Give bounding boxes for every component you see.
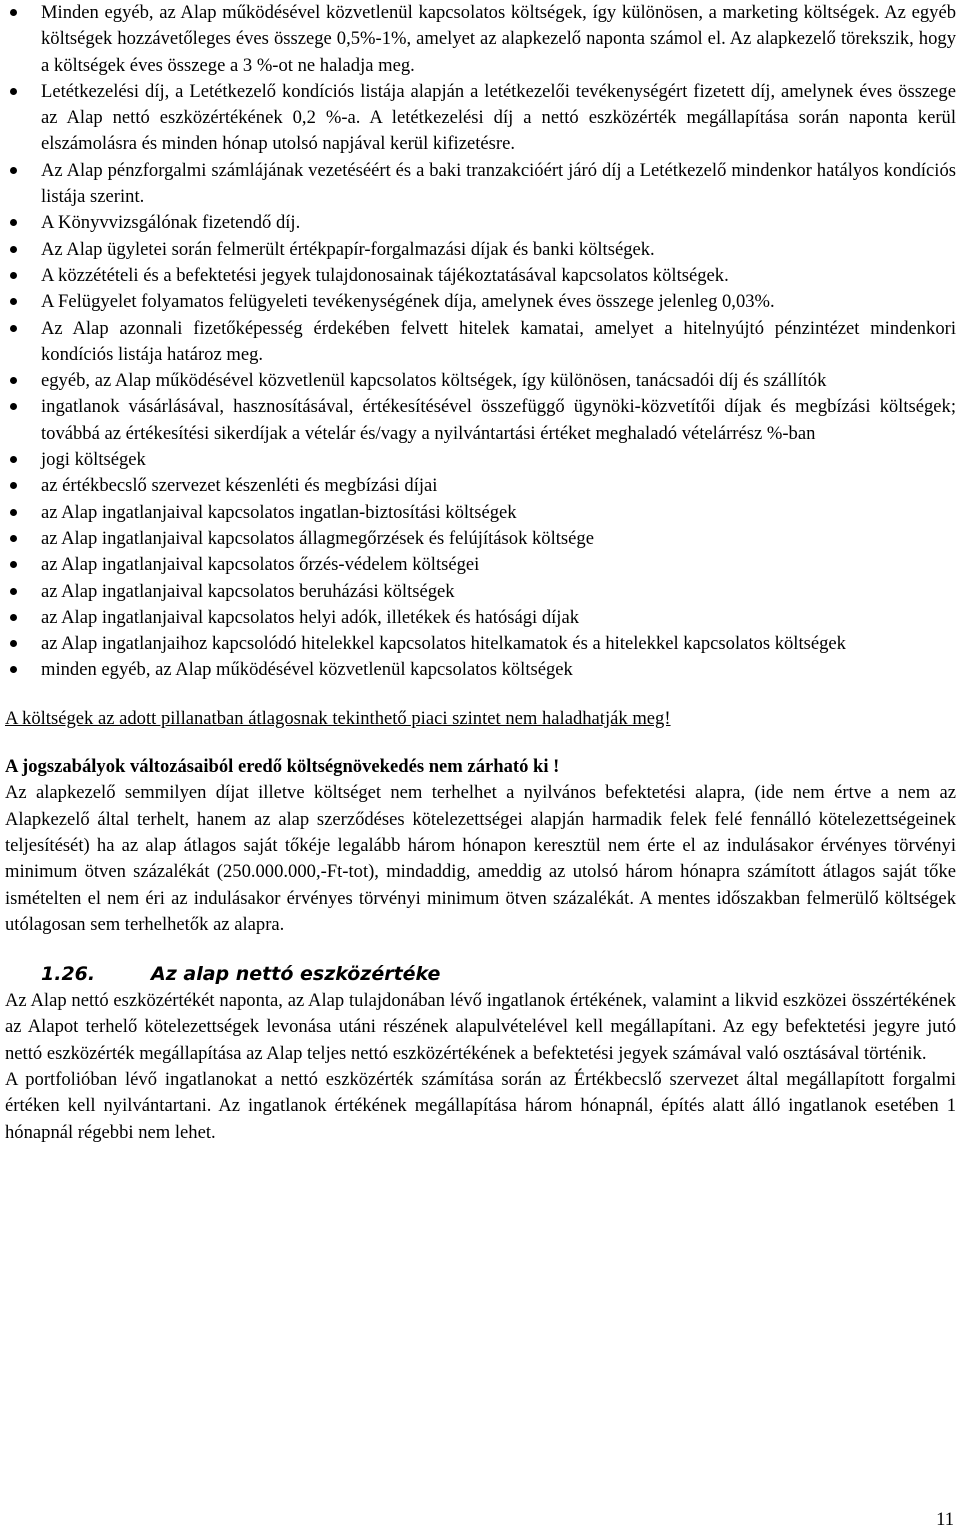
page-number: 11: [936, 1509, 954, 1530]
list-item: az Alap ingatlanjaival kapcsolatos ingatlan-biztosítási költségek: [5, 500, 956, 526]
cost-limit-notice: A költségek az adott pillanatban átlagosnak tekinthető piaci szintet nem haladhatják meg!: [5, 707, 671, 729]
list-item: Az Alap azonnali fizetőképesség érdekében felvett hitelek kamatai, amelyet a hitelnyújtó pénzintézet mindenkori kondíciós listája határoz meg.: [5, 316, 956, 369]
legal-change-notice: A jogszabályok változásaiból eredő költségnövekedés nem zárható ki !: [5, 756, 560, 778]
cost-restriction-paragraph: Az alapkezelő semmilyen díjat illetve költséget nem terhelhet a nyilvános befektetési alapra, (ide nem értve a nem az Alapkezelő által terhelt, hanem az alap szerződéses kötelezettségei alapján harmadik felek felé fennálló kötelezettségeinek teljesítését) ha az alap átlagos saját tőkéje legalább három hónapon keresztül nem érte el az indulásakor érvényes törvényi minimum ötven százalékát (250.000.000,-Ft-tot), mindaddig, ameddig az utolsó három hónapra számított átlagos saját tőke ismételten el nem éri az indulásakor érvényes törvényi minimum ötven százalékát. A mentes időszakban felmerülő költségek utólagosan sem terhelhetők az alapra.: [5, 782, 956, 935]
list-item: A közzétételi és a befektetési jegyek tulajdonosainak tájékoztatásával kapcsolatos költségek.: [5, 263, 956, 289]
nav-paragraph-2: A portfolióban lévő ingatlanokat a nettó eszközérték számítása során az Értékbecslő szervezet által megállapított forgalmi értéken kell nyilvántartani. Az ingatlanok értékének megállapítása három hónapnál, építés alatt álló ingatlanok esetében 1 hónapnál régebbi nem lehet.: [5, 1068, 956, 1143]
list-item: az Alap ingatlanjaival kapcsolatos őrzés-védelem költségei: [5, 552, 956, 578]
list-item: A Könyvvizsgálónak fizetendő díj.: [5, 210, 956, 236]
list-item: ingatlanok vásárlásával, hasznosításával, értékesítésével összefüggő ügynöki-közvetítői díjak és megbízási költségek; továbbá az értékesítési sikerdíjak a vételár és/vagy a nyilvántartási értéket meghaladó vételárrész %-ban: [5, 394, 956, 447]
list-item: egyéb, az Alap működésével közvetlenül kapcsolatos költségek, így különösen, tanácsadói díj és szállítók: [5, 368, 956, 394]
list-item: Az Alap pénzforgalmi számlájának vezetéséért és a baki tranzakcióért járó díj a Letétkezelő mindenkor hatályos kondíciós listája szerint.: [5, 158, 956, 211]
cost-list-property: [5, 368, 956, 684]
list-item: minden egyéb, az Alap működésével közvetlenül kapcsolatos költségek: [5, 657, 956, 683]
section-title: Az alap nettó eszközértéke: [151, 963, 441, 986]
list-item: az Alap ingatlanjaival kapcsolatos beruházási költségek: [5, 579, 956, 605]
list-item: az Alap ingatlanjaival kapcsolatos állagmegőrzések és felújítások költsége: [5, 526, 956, 552]
list-item: Az Alap ügyletei során felmerült értékpapír-forgalmazási díjak és banki költségek.: [5, 237, 956, 263]
list-item: az értékbecslő szervezet készenléti és megbízási díjai: [5, 473, 956, 499]
cost-list-general: [5, 0, 956, 368]
section-number: 1.26.: [41, 963, 96, 986]
list-item: az Alap ingatlanjaihoz kapcsolódó hitelekkel kapcsolatos hitelkamatok és a hitelekkel kapcsolatos költségek: [5, 631, 956, 657]
list-item: A Felügyelet folyamatos felügyeleti tevékenységének díja, amelynek éves összege jelenleg 0,03%.: [5, 289, 956, 315]
list-item: Minden egyéb, az Alap működésével közvetlenül kapcsolatos költségek, így különösen, a marketing költségek. Az egyéb költségek hozzávetőleges éves összege 0,5%-1%, amelyet az alapkezelő naponta számol el. Az alapkezelő törekszik, hogy a költségek éves összege a 3 %-ot ne haladja meg.: [5, 0, 956, 79]
list-item: Letétkezelési díj, a Letétkezelő kondíciós listája alapján a letétkezelői tevékenységért fizetett díj, amelynek éves összege az Alap nettó eszközértékének 0,2 %-a. A letétkezelési díj a nettó eszközérték megállapítása során naponta kerül elszámolásra és minden hónap utolsó napjával kerül kifizetésre.: [5, 79, 956, 158]
section-heading: [5, 960, 956, 988]
list-item: jogi költségek: [5, 447, 956, 473]
document-page: [5, 0, 956, 1146]
nav-paragraph-1: Az Alap nettó eszközértékét naponta, az Alap tulajdonában lévő ingatlanok értékének, valamint a likvid eszközei összértékének az Alapot terhelő kötelezettségek levonása utáni részének alapulvételével kell megállapítani. Az egy befektetési jegyre jutó nettó eszközérték megállapítása az Alap teljes nettó eszközértékének a befektetési jegyek számával való osztásával történik.: [5, 990, 956, 1064]
list-item: az Alap ingatlanjaival kapcsolatos helyi adók, illetékek és hatósági díjak: [5, 605, 956, 631]
